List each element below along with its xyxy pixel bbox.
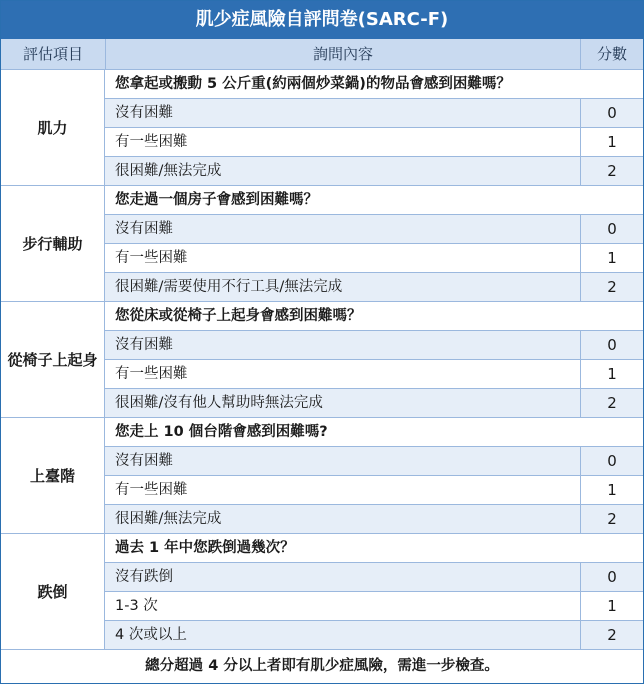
option-text: 1-3 次 xyxy=(105,592,581,620)
option-row xyxy=(105,592,643,621)
header-question: 詢問內容 xyxy=(106,39,581,69)
question-text: 過去 1 年中您跌倒過幾次？ xyxy=(105,534,643,563)
option-text: 沒有困難 xyxy=(105,331,581,359)
header-score: 分數 xyxy=(596,45,627,63)
question-text: 您拿起或搬動 5 公斤重(約兩個炒菜鍋)的物品會感到困難嗎？ xyxy=(105,70,643,99)
category-label: 從椅子上起身 xyxy=(1,302,105,417)
option-row xyxy=(105,505,643,533)
category-label: 上臺階 xyxy=(1,418,105,533)
group-walking-assistance xyxy=(1,186,643,302)
option-row xyxy=(105,389,643,417)
option-score: 0 xyxy=(607,336,617,354)
option-row xyxy=(105,331,643,360)
option-row xyxy=(105,273,643,301)
option-score: 2 xyxy=(607,162,617,180)
page-title: 肌少症風險自評問卷(SARC-F) xyxy=(1,1,643,39)
footer-note: 總分超過 4 分以上者即有肌少症風險，需進一步檢查。 xyxy=(1,650,643,682)
option-score: 1 xyxy=(607,597,617,615)
option-row xyxy=(105,447,643,476)
category-label: 步行輔助 xyxy=(1,186,105,301)
option-score: 2 xyxy=(607,626,617,644)
option-text: 有一些困難 xyxy=(105,476,581,504)
group-rise-from-chair xyxy=(1,302,643,418)
option-text: 沒有困難 xyxy=(105,99,581,127)
option-text: 沒有跌倒 xyxy=(105,563,581,591)
option-row xyxy=(105,621,643,649)
group-muscle-strength xyxy=(1,70,643,186)
option-text: 有一些困難 xyxy=(105,128,581,156)
option-text: 沒有困難 xyxy=(105,215,581,243)
option-text: 有一些困難 xyxy=(105,244,581,272)
option-score: 0 xyxy=(607,452,617,470)
question-text: 您從床或從椅子上起身會感到困難嗎？ xyxy=(105,302,643,331)
option-row xyxy=(105,244,643,273)
header-category: 評估項目 xyxy=(1,39,106,69)
option-text: 很困難/沒有他人幫助時無法完成 xyxy=(105,389,581,417)
option-score: 1 xyxy=(607,249,617,267)
group-climb-stairs xyxy=(1,418,643,534)
option-row xyxy=(105,563,643,592)
option-row xyxy=(105,99,643,128)
group-falls xyxy=(1,534,643,650)
option-score: 0 xyxy=(607,104,617,122)
option-text: 沒有困難 xyxy=(105,447,581,475)
option-text: 很困難/無法完成 xyxy=(105,157,581,185)
option-score: 2 xyxy=(607,510,617,528)
option-score: 0 xyxy=(607,568,617,586)
option-row xyxy=(105,215,643,244)
option-score: 1 xyxy=(607,481,617,499)
option-score: 2 xyxy=(607,394,617,412)
option-row xyxy=(105,360,643,389)
option-score: 0 xyxy=(607,220,617,238)
option-text: 4 次或以上 xyxy=(105,621,581,649)
option-row xyxy=(105,128,643,157)
question-text: 您走過一個房子會感到困難嗎？ xyxy=(105,186,643,215)
option-text: 有一些困難 xyxy=(105,360,581,388)
option-row xyxy=(105,476,643,505)
category-label: 跌倒 xyxy=(1,534,105,649)
option-score: 1 xyxy=(607,365,617,383)
table-header xyxy=(1,39,643,70)
category-label: 肌力 xyxy=(1,70,105,185)
option-row xyxy=(105,157,643,185)
option-text: 很困難/無法完成 xyxy=(105,505,581,533)
option-score: 2 xyxy=(607,278,617,296)
question-text: 您走上 10 個台階會感到困難嗎? xyxy=(105,418,643,447)
option-text: 很困難/需要使用不行工具/無法完成 xyxy=(105,273,581,301)
option-score: 1 xyxy=(607,133,617,151)
